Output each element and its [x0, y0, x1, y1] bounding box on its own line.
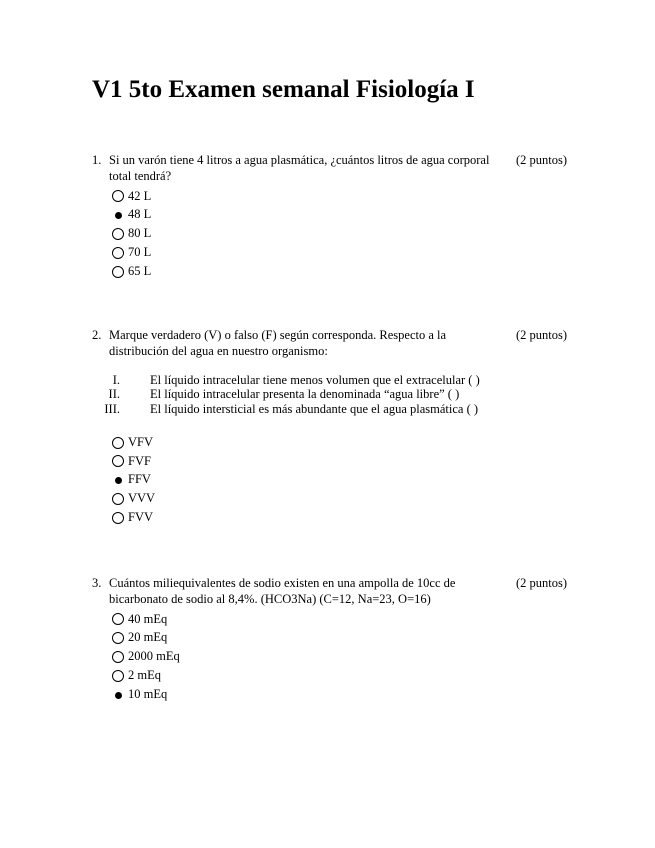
statement-text: El líquido intersticial es más abundante que el agua plasmática ( )	[150, 401, 479, 416]
option-label: 65 L	[128, 263, 152, 278]
answer-option[interactable]	[112, 433, 567, 452]
question-2	[92, 328, 567, 527]
radio-button[interactable]	[112, 493, 124, 505]
option-label: VVV	[128, 491, 156, 506]
answer-option[interactable]	[112, 629, 567, 648]
option-label: 10 mEq	[128, 686, 168, 701]
statement-numeral: III.	[104, 401, 120, 416]
question-text: Marque verdadero (V) o falso (F) según corresponda. Respecto a la distribución del agua en nuestro organismo:	[109, 328, 447, 358]
statement-numeral: I.	[112, 373, 120, 387]
radio-button[interactable]	[112, 632, 124, 644]
question-header	[92, 328, 567, 359]
statement	[92, 373, 567, 387]
statement-list	[92, 373, 567, 416]
exam-title: V1 5to Examen semanal Fisiología I	[92, 76, 475, 103]
option-label: FFV	[128, 472, 151, 487]
statement	[92, 387, 567, 401]
question-text: Si un varón tiene 4 litros a agua plasmática, ¿cuántos litros de agua corporal total tendrá?	[109, 153, 490, 183]
answer-option[interactable]	[112, 452, 567, 471]
statement-text: El líquido intracelular tiene menos volumen que el extracelular ( )	[150, 373, 480, 387]
option-label: 80 L	[128, 226, 152, 241]
option-label: 42 L	[128, 188, 152, 203]
question-number: 1.	[92, 153, 102, 167]
radio-button[interactable]	[112, 455, 124, 467]
answer-option[interactable]	[112, 610, 567, 629]
answer-options	[112, 433, 567, 527]
radio-button[interactable]	[112, 689, 124, 701]
question-points: (2 puntos)	[515, 328, 567, 342]
answer-options	[112, 187, 567, 281]
answer-option[interactable]	[112, 225, 567, 244]
question-points: (2 puntos)	[515, 576, 567, 590]
radio-button[interactable]	[112, 670, 124, 682]
option-label: FVF	[128, 453, 151, 468]
answer-option[interactable]	[112, 243, 567, 262]
option-label: 20 mEq	[128, 630, 168, 645]
radio-button[interactable]	[112, 190, 124, 202]
radio-button[interactable]	[112, 512, 124, 524]
radio-button[interactable]	[112, 247, 124, 259]
question-number: 2.	[92, 328, 102, 342]
option-label: 48 L	[128, 207, 152, 222]
statement-numeral: II.	[108, 387, 120, 402]
answer-option[interactable]	[112, 206, 567, 225]
radio-button[interactable]	[112, 613, 124, 625]
radio-button[interactable]	[112, 228, 124, 240]
answer-option[interactable]	[112, 685, 567, 704]
answer-option[interactable]	[112, 508, 567, 527]
answer-option[interactable]	[112, 666, 567, 685]
statement	[92, 402, 567, 416]
option-label: VFV	[128, 434, 154, 449]
answer-option[interactable]	[112, 648, 567, 667]
option-label: 70 L	[128, 245, 152, 260]
radio-button[interactable]	[112, 437, 124, 449]
option-label: 2000 mEq	[128, 649, 180, 664]
question-text: Cuántos miliequivalentes de sodio existen en una ampolla de 10cc de bicarbonato de sodio al 8,4%. (HCO3Na) (C=12, Na=23, O=16)	[109, 576, 456, 606]
radio-button[interactable]	[112, 474, 124, 486]
question-header	[92, 576, 567, 607]
answer-option[interactable]	[112, 471, 567, 490]
answer-option[interactable]	[112, 187, 567, 206]
radio-button[interactable]	[112, 651, 124, 663]
question-header	[92, 153, 567, 184]
statement-text: El líquido intracelular presenta la denominada “agua libre” ( )	[150, 387, 460, 402]
question-number: 3.	[92, 576, 102, 590]
question-points: (2 puntos)	[515, 153, 567, 167]
radio-button[interactable]	[112, 266, 124, 278]
answer-options	[112, 610, 567, 704]
option-label: 40 mEq	[128, 611, 168, 626]
question-1	[92, 153, 567, 281]
option-label: FVV	[128, 510, 154, 524]
radio-button[interactable]	[112, 209, 124, 221]
question-3	[92, 576, 567, 704]
option-label: 2 mEq	[128, 668, 161, 683]
answer-option[interactable]	[112, 262, 567, 281]
answer-option[interactable]	[112, 490, 567, 509]
